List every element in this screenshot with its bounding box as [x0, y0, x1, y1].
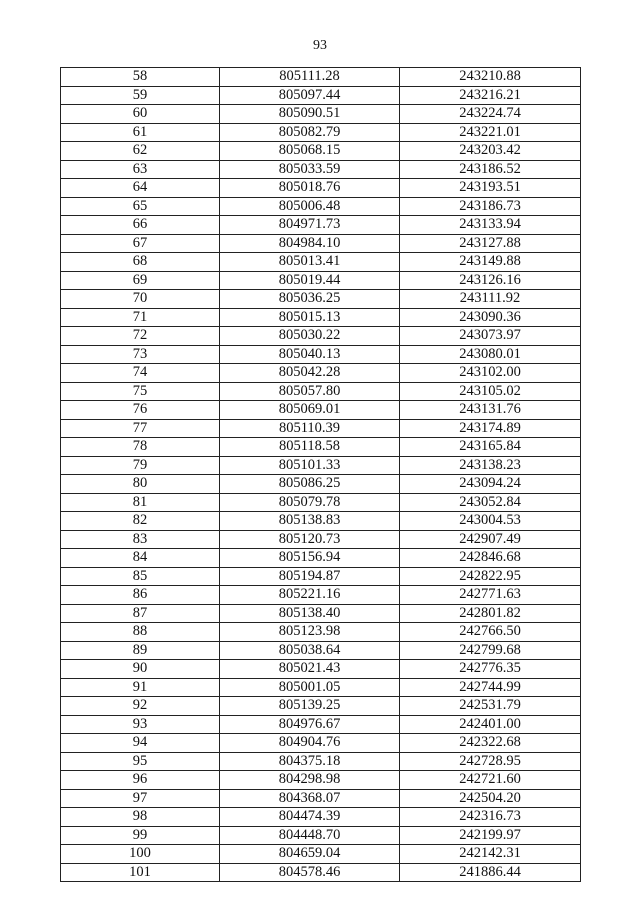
table-row — [61, 567, 581, 586]
x-coordinate-cell: 805090.51 — [220, 105, 400, 124]
table-row — [61, 105, 581, 124]
y-coordinate-cell: 242771.63 — [400, 586, 581, 605]
x-coordinate-cell: 804659.04 — [220, 845, 400, 864]
table-row — [61, 623, 581, 642]
x-coordinate-cell: 804984.10 — [220, 234, 400, 253]
y-coordinate-cell: 243090.36 — [400, 308, 581, 327]
y-coordinate-cell: 243224.74 — [400, 105, 581, 124]
x-coordinate-cell: 805138.83 — [220, 512, 400, 531]
x-coordinate-cell: 804448.70 — [220, 826, 400, 845]
table-row — [61, 68, 581, 87]
x-coordinate-cell: 805101.33 — [220, 456, 400, 475]
point-number-cell: 82 — [61, 512, 220, 531]
x-coordinate-cell: 805111.28 — [220, 68, 400, 87]
point-number-cell: 69 — [61, 271, 220, 290]
point-number-cell: 87 — [61, 604, 220, 623]
point-number-cell: 80 — [61, 475, 220, 494]
y-coordinate-cell: 243126.16 — [400, 271, 581, 290]
x-coordinate-cell: 805040.13 — [220, 345, 400, 364]
x-coordinate-cell: 805221.16 — [220, 586, 400, 605]
y-coordinate-cell: 243127.88 — [400, 234, 581, 253]
point-number-cell: 97 — [61, 789, 220, 808]
y-coordinate-cell: 243165.84 — [400, 438, 581, 457]
point-number-cell: 98 — [61, 808, 220, 827]
y-coordinate-cell: 242744.99 — [400, 678, 581, 697]
y-coordinate-cell: 242142.31 — [400, 845, 581, 864]
x-coordinate-cell: 805019.44 — [220, 271, 400, 290]
y-coordinate-cell: 241886.44 — [400, 863, 581, 882]
x-coordinate-cell: 805123.98 — [220, 623, 400, 642]
point-number-cell: 65 — [61, 197, 220, 216]
point-number-cell: 81 — [61, 493, 220, 512]
table-row — [61, 216, 581, 235]
table-row — [61, 401, 581, 420]
table-row — [61, 253, 581, 272]
table-row — [61, 123, 581, 142]
y-coordinate-cell: 242322.68 — [400, 734, 581, 753]
y-coordinate-cell: 242776.35 — [400, 660, 581, 679]
coordinates-table — [60, 67, 581, 882]
table-row — [61, 604, 581, 623]
x-coordinate-cell: 805042.28 — [220, 364, 400, 383]
x-coordinate-cell: 805068.15 — [220, 142, 400, 161]
x-coordinate-cell: 804971.73 — [220, 216, 400, 235]
point-number-cell: 64 — [61, 179, 220, 198]
x-coordinate-cell: 805139.25 — [220, 697, 400, 716]
point-number-cell: 71 — [61, 308, 220, 327]
table-row — [61, 493, 581, 512]
point-number-cell: 89 — [61, 641, 220, 660]
y-coordinate-cell: 243186.73 — [400, 197, 581, 216]
y-coordinate-cell: 242401.00 — [400, 715, 581, 734]
table-row — [61, 863, 581, 882]
point-number-cell: 92 — [61, 697, 220, 716]
y-coordinate-cell: 243174.89 — [400, 419, 581, 438]
y-coordinate-cell: 243203.42 — [400, 142, 581, 161]
table-row — [61, 586, 581, 605]
table-row — [61, 530, 581, 549]
point-number-cell: 96 — [61, 771, 220, 790]
point-number-cell: 74 — [61, 364, 220, 383]
x-coordinate-cell: 805086.25 — [220, 475, 400, 494]
x-coordinate-cell: 804976.67 — [220, 715, 400, 734]
x-coordinate-cell: 804904.76 — [220, 734, 400, 753]
x-coordinate-cell: 805033.59 — [220, 160, 400, 179]
table-row — [61, 308, 581, 327]
table-row — [61, 660, 581, 679]
y-coordinate-cell: 243131.76 — [400, 401, 581, 420]
table-row — [61, 86, 581, 105]
point-number-cell: 63 — [61, 160, 220, 179]
x-coordinate-cell: 805069.01 — [220, 401, 400, 420]
page-number: 93 — [313, 38, 327, 53]
table-row — [61, 678, 581, 697]
x-coordinate-cell: 805097.44 — [220, 86, 400, 105]
point-number-cell: 101 — [61, 863, 220, 882]
y-coordinate-cell: 243210.88 — [400, 68, 581, 87]
point-number-cell: 59 — [61, 86, 220, 105]
point-number-cell: 60 — [61, 105, 220, 124]
x-coordinate-cell: 805079.78 — [220, 493, 400, 512]
table-row — [61, 290, 581, 309]
table-row — [61, 549, 581, 568]
point-number-cell: 86 — [61, 586, 220, 605]
point-number-cell: 67 — [61, 234, 220, 253]
table-row — [61, 789, 581, 808]
table-row — [61, 734, 581, 753]
table-row — [61, 456, 581, 475]
table-row — [61, 697, 581, 716]
x-coordinate-cell: 804368.07 — [220, 789, 400, 808]
point-number-cell: 95 — [61, 752, 220, 771]
table-row — [61, 475, 581, 494]
y-coordinate-cell: 242316.73 — [400, 808, 581, 827]
table-row — [61, 438, 581, 457]
table-row — [61, 826, 581, 845]
y-coordinate-cell: 243133.94 — [400, 216, 581, 235]
x-coordinate-cell: 805013.41 — [220, 253, 400, 272]
point-number-cell: 75 — [61, 382, 220, 401]
x-coordinate-cell: 805015.13 — [220, 308, 400, 327]
table-row — [61, 419, 581, 438]
point-number-cell: 93 — [61, 715, 220, 734]
x-coordinate-cell: 805120.73 — [220, 530, 400, 549]
x-coordinate-cell: 805001.05 — [220, 678, 400, 697]
point-number-cell: 61 — [61, 123, 220, 142]
x-coordinate-cell: 804298.98 — [220, 771, 400, 790]
y-coordinate-cell: 242846.68 — [400, 549, 581, 568]
y-coordinate-cell: 243111.92 — [400, 290, 581, 309]
table-row — [61, 234, 581, 253]
x-coordinate-cell: 805194.87 — [220, 567, 400, 586]
point-number-cell: 100 — [61, 845, 220, 864]
y-coordinate-cell: 242199.97 — [400, 826, 581, 845]
y-coordinate-cell: 243186.52 — [400, 160, 581, 179]
y-coordinate-cell: 243102.00 — [400, 364, 581, 383]
point-number-cell: 62 — [61, 142, 220, 161]
table-row — [61, 382, 581, 401]
table-row — [61, 512, 581, 531]
point-number-cell: 94 — [61, 734, 220, 753]
table-row — [61, 160, 581, 179]
x-coordinate-cell: 805030.22 — [220, 327, 400, 346]
x-coordinate-cell: 805156.94 — [220, 549, 400, 568]
point-number-cell: 76 — [61, 401, 220, 420]
x-coordinate-cell: 805006.48 — [220, 197, 400, 216]
point-number-cell: 58 — [61, 68, 220, 87]
x-coordinate-cell: 805021.43 — [220, 660, 400, 679]
y-coordinate-cell: 242822.95 — [400, 567, 581, 586]
point-number-cell: 70 — [61, 290, 220, 309]
point-number-cell: 72 — [61, 327, 220, 346]
point-number-cell: 91 — [61, 678, 220, 697]
y-coordinate-cell: 243052.84 — [400, 493, 581, 512]
y-coordinate-cell: 242799.68 — [400, 641, 581, 660]
point-number-cell: 84 — [61, 549, 220, 568]
point-number-cell: 77 — [61, 419, 220, 438]
table-row — [61, 845, 581, 864]
point-number-cell: 85 — [61, 567, 220, 586]
table-row — [61, 197, 581, 216]
y-coordinate-cell: 243138.23 — [400, 456, 581, 475]
point-number-cell: 68 — [61, 253, 220, 272]
x-coordinate-cell: 805036.25 — [220, 290, 400, 309]
y-coordinate-cell: 242531.79 — [400, 697, 581, 716]
x-coordinate-cell: 805057.80 — [220, 382, 400, 401]
y-coordinate-cell: 242766.50 — [400, 623, 581, 642]
y-coordinate-cell: 242721.60 — [400, 771, 581, 790]
y-coordinate-cell: 243221.01 — [400, 123, 581, 142]
point-number-cell: 90 — [61, 660, 220, 679]
y-coordinate-cell: 243216.21 — [400, 86, 581, 105]
x-coordinate-cell: 805082.79 — [220, 123, 400, 142]
y-coordinate-cell: 242728.95 — [400, 752, 581, 771]
coordinates-table-body — [61, 68, 581, 882]
y-coordinate-cell: 243004.53 — [400, 512, 581, 531]
point-number-cell: 78 — [61, 438, 220, 457]
point-number-cell: 99 — [61, 826, 220, 845]
x-coordinate-cell: 804578.46 — [220, 863, 400, 882]
x-coordinate-cell: 805038.64 — [220, 641, 400, 660]
table-row — [61, 808, 581, 827]
point-number-cell: 79 — [61, 456, 220, 475]
table-row — [61, 179, 581, 198]
y-coordinate-cell: 243080.01 — [400, 345, 581, 364]
y-coordinate-cell: 243073.97 — [400, 327, 581, 346]
y-coordinate-cell: 242801.82 — [400, 604, 581, 623]
table-row — [61, 364, 581, 383]
x-coordinate-cell: 805110.39 — [220, 419, 400, 438]
y-coordinate-cell: 243149.88 — [400, 253, 581, 272]
table-row — [61, 715, 581, 734]
table-row — [61, 327, 581, 346]
table-row — [61, 771, 581, 790]
x-coordinate-cell: 804375.18 — [220, 752, 400, 771]
y-coordinate-cell: 243105.02 — [400, 382, 581, 401]
y-coordinate-cell: 242504.20 — [400, 789, 581, 808]
table-row — [61, 345, 581, 364]
y-coordinate-cell: 243193.51 — [400, 179, 581, 198]
point-number-cell: 83 — [61, 530, 220, 549]
table-row — [61, 752, 581, 771]
y-coordinate-cell: 243094.24 — [400, 475, 581, 494]
point-number-cell: 73 — [61, 345, 220, 364]
x-coordinate-cell: 805138.40 — [220, 604, 400, 623]
x-coordinate-cell: 805118.58 — [220, 438, 400, 457]
y-coordinate-cell: 242907.49 — [400, 530, 581, 549]
table-row — [61, 641, 581, 660]
table-row — [61, 271, 581, 290]
point-number-cell: 66 — [61, 216, 220, 235]
point-number-cell: 88 — [61, 623, 220, 642]
x-coordinate-cell: 804474.39 — [220, 808, 400, 827]
table-row — [61, 142, 581, 161]
x-coordinate-cell: 805018.76 — [220, 179, 400, 198]
